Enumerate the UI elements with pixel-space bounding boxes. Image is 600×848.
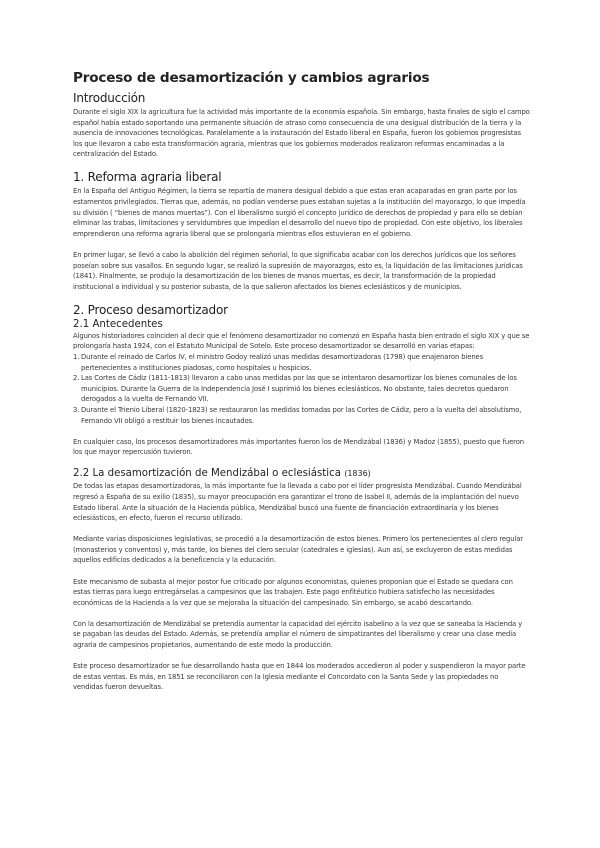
- subsection-2-2-paragraph: Mediante varias disposiciones legislativas, se procedió a la desamortización de estos bienes. Primero los pertenecientes al clero regular (monasterios y conventos) y, más tarde, los bienes del clero secular (catedrales e iglesias). Aun así, se excluyeron de estas medidas aquellos edificios dedicados a la beneficencia y la educación.: [73, 535, 523, 565]
- intro-paragraph: Durante el siglo XIX la agricultura fue la actividad más importante de la economía española. Sin embargo, hasta finales de siglo el campo español había estado soportando una permanente situación de atraso como consecuencia de una desigual distribución de la tierra y la ausencia de innovaciones tecnológicas. Paralelamente a la instauración del Estado liberal en España, fueron los gobiernos progresistas los que llevaron a cabo esta transformación agraria, mientras que los gobiernos moderados realizaron reformas encaminadas a la centralización del Estado.: [73, 108, 530, 159]
- list-item-text: Durante el Trienio Liberal (1820-1823) se restauraron las medidas tomadas por las Cortes de Cádiz, pero a la vuelta del absolutismo, Fernando VII obligó a restituir los bienes incautados.: [81, 405, 522, 425]
- subsection-2-2-paragraph: De todas las etapas desamortizadoras, la más importante fue la llevada a cabo por el líder progresista Mendizábal. Cuando Mendizábal regresó a España de su exilio (1835), su mayor preocupación era garantizar el trono de Isabel II, además de la implantación del nuevo Estado liberal. Ante la situación de la Hacienda pública, Mendizábal buscó una fuente de financiación extraordinaria y los bienes eclesiásticos, en efecto, fueron el recurso utilizado.: [73, 482, 522, 523]
- stages-list: [73, 352, 530, 426]
- document-title: Proceso de desamortización y cambios agrarios: [73, 70, 430, 86]
- subsection-2-1-heading: 2.1 Antecedentes: [73, 318, 163, 330]
- document-page: [73, 70, 530, 703]
- subsection-2-2-paragraph: Este proceso desamortizador se fue desarrollando hasta que en 1844 los moderados accedieron al poder y suspendieron la mayor parte de estas ventas. Es más, en 1851 se reconciliaron con la Iglesia mediante el Concordato con la Santa Sede y las propiedades no vendidas fueron devueltas.: [73, 662, 526, 692]
- list-item-number: 2.: [73, 374, 80, 383]
- subsection-2-2-paragraph: Este mecanismo de subasta al mejor postor fue criticado por algunos economistas, quienes proponían que el Estado se quedara con estas tierras para luego entregárselas a campesinos que las trabajen. Este pago enfitéutico hubiera satisfecho las necesidades económicas de la Hacienda a la vez que se mejoraba la situación del campesinado. Sin embargo, se acabó descartando.: [73, 577, 513, 607]
- list-item: [73, 405, 530, 426]
- list-item: [73, 373, 530, 405]
- section-1-paragraph-1: En la España del Antiguo Régimen, la tierra se repartía de manera desigual debido a que estas eran acaparadas en gran parte por los estamentos privilegiados. Tierras que, además, no podían venderse pues estaban sujetas a la institución del mayorazgo, lo que impedía su división ( “bienes de manos muertas”). Con el liberalismo surgió el concepto jurídico de derechos de propiedad y para ello se debían eliminar las trabas, limitaciones y servidumbres que impedían el desarrollo del nuevo tipo de propiedad. Con este objetivo, los liberales emprendieron una reforma agraria liberal que se prolongaría mientras ellos estuvieran en el gobierno.: [73, 187, 526, 238]
- section-2-heading: 2. Proceso desamortizador: [73, 302, 228, 317]
- subsection-2-2-year: (1836): [344, 469, 371, 479]
- section-1-heading: 1. Reforma agraria liberal: [73, 170, 222, 185]
- subsection-2-1-intro: Algunos historiadores coinciden al decir que el fenómeno desamortizador no comenzó en España hasta bien entrado el siglo XIX y que se prolongaría hasta 1924, con el Estatuto Municipal de Sotelo. Este proceso desamortizador se desarrolló en varias etapas:: [73, 331, 530, 351]
- subsection-2-2-paragraph: Con la desamortización de Mendizábal se pretendía aumentar la capacidad del ejército isabelino a la vez que se saneaba la Hacienda y se pagaban las deudas del Estado. Además, se pretendía ampliar el número de simpatizantes del liberalismo y crear una clase media agraria de campesinos propietarios, aumentando de este modo la producción.: [73, 619, 523, 649]
- subsection-2-2-title: 2.2 La desamortización de Mendizábal o eclesiástica: [73, 468, 341, 480]
- list-item-text: Las Cortes de Cádiz (1811-1813) llevaron a cabo unas medidas por las que se intentaron desamortizar los bienes comunales de los municipios. Durante la Guerra de la Independencia José I suprimió los bienes eclesiásticos. No obstante, tales decretos quedaron derogados a la vuelta de Fernando VII.: [81, 374, 517, 404]
- subsection-2-1-closing: En cualquier caso, los procesos desamortizadores más importantes fueron los de Mendizábal (1836) y Madoz (1855), puesto que fueron los que mayor repercusión tuvieron.: [73, 437, 524, 457]
- subsection-2-2-heading: [73, 468, 530, 479]
- list-item: [73, 352, 530, 373]
- list-item-number: 3.: [73, 405, 80, 414]
- list-item-number: 1.: [73, 353, 80, 361]
- intro-heading: Introducción: [73, 91, 146, 105]
- section-1-paragraph-2: En primer lugar, se llevó a cabo la abolición del régimen señorial, lo que significaba acabar con los derechos jurídicos que los señores poseían sobre sus vasallos. En segundo lugar, se realizó la supresión de mayorazgos, esto es, la liquidación de las limitaciones jurídicas (1841). Finalmente, se produjo la desamortización de los bienes de manos muertas, es decir, la transformación de la propiedad institucional a individual y su posterior subasta, de la que salieron afectados los bienes eclesiásticos y de municipios.: [73, 250, 523, 291]
- list-item-text: Durante el reinado de Carlos IV, el ministro Godoy realizó unas medidas desamortizadoras (1798) que enajenaron bienes pertenecientes a instituciones piadosas, como hospitales u hospicios.: [81, 353, 484, 372]
